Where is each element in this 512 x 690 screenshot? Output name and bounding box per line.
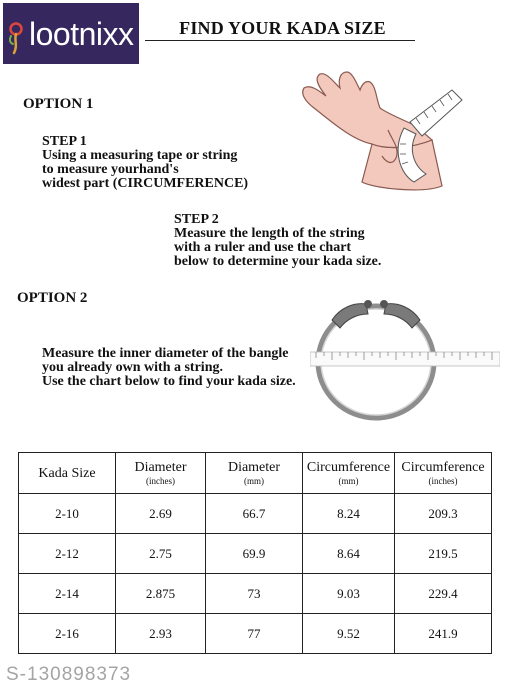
table-cell: 66.7	[206, 494, 303, 534]
hand-measuring-illustration	[292, 70, 472, 200]
bangle-ruler-illustration	[310, 290, 500, 425]
table-cell: 241.9	[395, 614, 492, 654]
header-unit: (inches)	[146, 475, 175, 486]
header-unit: (inches)	[428, 475, 458, 486]
header-kada-size	[19, 453, 116, 494]
table-cell: 8.64	[303, 534, 395, 574]
table-cell: 2-10	[19, 494, 116, 534]
table-cell: 8.24	[303, 494, 395, 534]
page-title: FIND YOUR KADA SIZE	[179, 18, 386, 38]
table-cell: 2-16	[19, 614, 116, 654]
table-cell: 69.9	[206, 534, 303, 574]
title-underline	[145, 40, 415, 41]
header-label: Circumference	[306, 459, 391, 475]
table-cell: 2.93	[116, 614, 206, 654]
table-row	[19, 574, 492, 614]
step2-text: Measure the length of the string with a ruler and use the chart below to determine your kada size.	[174, 226, 382, 269]
kada-size-table	[18, 452, 492, 654]
table-row	[19, 494, 492, 534]
table-header-row	[19, 453, 492, 494]
table-cell: 219.5	[395, 534, 492, 574]
header-label: Diameter	[227, 459, 281, 475]
table-cell: 73	[206, 574, 303, 614]
table-cell: 9.03	[303, 574, 395, 614]
table-cell: 209.3	[395, 494, 492, 534]
option1-heading: OPTION 1	[23, 96, 94, 112]
table-cell: 9.52	[303, 614, 395, 654]
header-circumference-inches	[395, 453, 492, 494]
header-label: Circumference	[401, 459, 485, 475]
step1-text: Using a measuring tape or string to measure yourhand's widest part (CIRCUMFERENCE)	[42, 148, 249, 191]
table-cell: 229.4	[395, 574, 492, 614]
brand-logo	[3, 3, 139, 64]
header-unit: (mm)	[244, 475, 264, 486]
table-cell: 77	[206, 614, 303, 654]
option2-heading: OPTION 2	[17, 290, 88, 306]
option2-text: Measure the inner diameter of the bangle you already own with a string. Use the chart below to find your kada size.	[42, 346, 296, 389]
table-cell: 2-14	[19, 574, 116, 614]
brand-logo-text: lootnixx	[29, 15, 134, 52]
header-circumference-mm	[303, 453, 395, 494]
header-label: Kada Size	[38, 465, 96, 481]
header-diameter-mm	[206, 453, 303, 494]
table-cell: 2.875	[116, 574, 206, 614]
header-unit: (mm)	[338, 475, 359, 486]
header-label: Diameter	[134, 459, 187, 475]
step1-label: STEP 1	[42, 134, 87, 149]
table-row	[19, 614, 492, 654]
table-row	[19, 534, 492, 574]
product-id-watermark: S-130898373	[6, 664, 132, 685]
step2-label: STEP 2	[174, 212, 219, 227]
figure-logo-icon	[3, 3, 29, 64]
table-cell: 2.69	[116, 494, 206, 534]
header-diameter-inches	[116, 453, 206, 494]
table-cell: 2.75	[116, 534, 206, 574]
table-cell: 2-12	[19, 534, 116, 574]
